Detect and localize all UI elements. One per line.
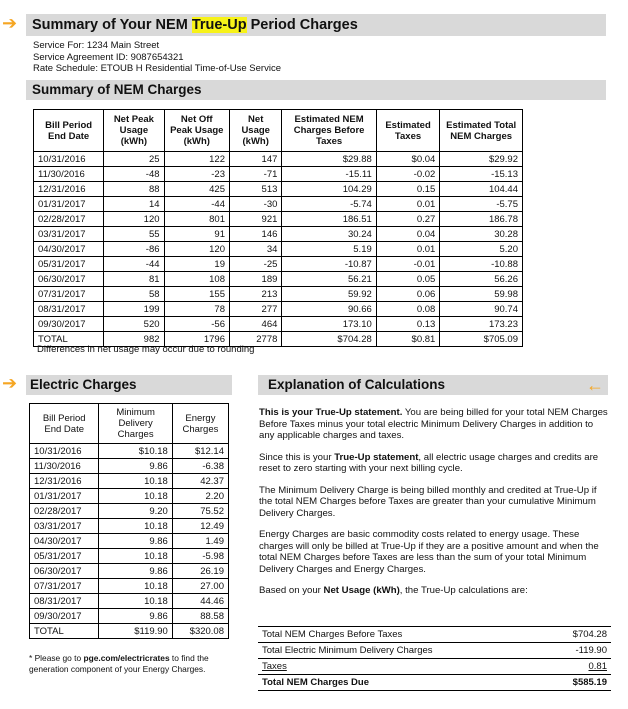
- calc-row: [258, 627, 611, 643]
- table-cell: 90.66: [282, 302, 376, 317]
- electric-col-header: Minimum Delivery Charges: [99, 404, 172, 444]
- nem-col-header: Estimated Taxes: [376, 110, 440, 152]
- table-cell: 10.18: [99, 474, 172, 489]
- table-cell: TOTAL: [34, 332, 104, 347]
- table-cell: 56.21: [282, 272, 376, 287]
- table-cell: 10.18: [99, 549, 172, 564]
- table-cell: -44: [104, 257, 164, 272]
- table-cell: 14: [104, 197, 164, 212]
- table-row: [34, 212, 523, 227]
- table-row: [34, 257, 523, 272]
- table-cell: -5.74: [282, 197, 376, 212]
- table-cell: 189: [230, 272, 282, 287]
- table-cell: 2.20: [172, 489, 228, 504]
- table-cell: 09/30/2017: [30, 609, 99, 624]
- table-row: [34, 317, 523, 332]
- para-energy: Energy Charges are basic commodity costs related to energy usage. These charges will only be billed at True-Up if they are a positive amount and when the total NEM Charges before Taxes are less than the sum of your total Minimum Delivery Charges and Energy Charges.: [259, 529, 599, 575]
- table-cell: 520: [104, 317, 164, 332]
- table-cell: 08/31/2017: [30, 594, 99, 609]
- table-cell: 12/31/2016: [34, 182, 104, 197]
- note-text: to find the generation component of your Energy Charges.: [29, 653, 209, 674]
- table-cell: 90.74: [440, 302, 523, 317]
- table-cell: -86: [104, 242, 164, 257]
- table-cell: 10.18: [99, 489, 172, 504]
- para-trueup: [259, 407, 609, 442]
- note-text: * Please go to: [29, 653, 84, 663]
- table-row: [34, 152, 523, 167]
- table-cell: 04/30/2017: [34, 242, 104, 257]
- para-min-delivery: The Minimum Delivery Charge is being billed monthly and credited at True-Up if the total NEM Charges before Taxes are greater than your cumulative Minimum Delivery Charges.: [259, 484, 597, 519]
- table-cell: -23: [164, 167, 229, 182]
- table-cell: $12.14: [172, 444, 228, 459]
- table-cell: 30.24: [282, 227, 376, 242]
- table-cell: 27.00: [172, 579, 228, 594]
- table-row: [30, 459, 229, 474]
- table-cell: 122: [164, 152, 229, 167]
- nem-col-header: Net Peak Usage (kWh): [104, 110, 164, 152]
- calc-row: [258, 643, 611, 659]
- table-cell: $0.04: [376, 152, 440, 167]
- table-row: [30, 564, 229, 579]
- table-cell: 801: [164, 212, 229, 227]
- table-row: [34, 182, 523, 197]
- table-cell: 0.04: [376, 227, 440, 242]
- para-reset: [259, 452, 609, 475]
- table-cell: 9.86: [99, 609, 172, 624]
- table-row: [30, 444, 229, 459]
- table-cell: -25: [230, 257, 282, 272]
- table-cell: 02/28/2017: [30, 504, 99, 519]
- electric-col-header: Energy Charges: [172, 404, 228, 444]
- table-cell: 19: [164, 257, 229, 272]
- table-cell: $119.90: [99, 624, 172, 639]
- table-row: [30, 504, 229, 519]
- nem-col-header: Bill Period End Date: [34, 110, 104, 152]
- nem-col-header: Estimated NEM Charges Before Taxes: [282, 110, 376, 152]
- table-cell: 55: [104, 227, 164, 242]
- table-cell: 58: [104, 287, 164, 302]
- table-cell: 104.29: [282, 182, 376, 197]
- table-cell: 12/31/2016: [30, 474, 99, 489]
- rate-schedule: Rate Schedule: ETOUB H Residential Time-of-Use Service: [33, 63, 281, 74]
- table-cell: -10.88: [440, 257, 523, 272]
- table-cell: 10.18: [99, 579, 172, 594]
- table-cell: 07/31/2017: [34, 287, 104, 302]
- table-cell: -0.01: [376, 257, 440, 272]
- table-cell: 5.19: [282, 242, 376, 257]
- table-cell: $320.08: [172, 624, 228, 639]
- para-bold: This is your True-Up statement.: [259, 407, 403, 418]
- para-text: Based on your: [259, 585, 324, 596]
- table-cell: 0.01: [376, 242, 440, 257]
- table-cell: 10/31/2016: [34, 152, 104, 167]
- table-cell: -5.75: [440, 197, 523, 212]
- table-cell: 173.23: [440, 317, 523, 332]
- table-cell: 277: [230, 302, 282, 317]
- table-cell: 11/30/2016: [30, 459, 99, 474]
- table-cell: 9.86: [99, 534, 172, 549]
- title-prefix: Summary of Your NEM: [32, 17, 192, 33]
- table-cell: -0.02: [376, 167, 440, 182]
- table-cell: 30.28: [440, 227, 523, 242]
- arrow-icon: ➔: [2, 373, 18, 393]
- table-cell: 03/31/2017: [30, 519, 99, 534]
- electric-rates-link[interactable]: pge.com/electricrates: [83, 653, 170, 663]
- table-cell: 03/31/2017: [34, 227, 104, 242]
- calc-label: Total Electric Minimum Delivery Charges: [258, 643, 543, 659]
- nem-col-header: Net Off Peak Usage (kWh): [164, 110, 229, 152]
- table-cell: $0.81: [376, 332, 440, 347]
- table-cell: 5.20: [440, 242, 523, 257]
- calc-label: Taxes: [258, 659, 543, 675]
- table-cell: 9.86: [99, 564, 172, 579]
- table-cell: 88.58: [172, 609, 228, 624]
- table-cell: 06/30/2017: [30, 564, 99, 579]
- table-cell: 120: [164, 242, 229, 257]
- table-cell: -15.13: [440, 167, 523, 182]
- para-text: Since this is your: [259, 451, 335, 463]
- table-cell: 34: [230, 242, 282, 257]
- table-cell: $29.92: [440, 152, 523, 167]
- table-cell: 10/31/2016: [30, 444, 99, 459]
- table-cell: 81: [104, 272, 164, 287]
- table-cell: 88: [104, 182, 164, 197]
- table-cell: 0.01: [376, 197, 440, 212]
- table-cell: 425: [164, 182, 229, 197]
- para-text: , the True-Up calculations are:: [399, 585, 528, 596]
- table-cell: 01/31/2017: [30, 489, 99, 504]
- table-cell: -44: [164, 197, 229, 212]
- para-calc-intro: [259, 585, 609, 597]
- table-cell: 1.49: [172, 534, 228, 549]
- table-cell: 146: [230, 227, 282, 242]
- table-cell: 199: [104, 302, 164, 317]
- table-row: [30, 549, 229, 564]
- table-cell: 0.27: [376, 212, 440, 227]
- table-cell: 1796: [164, 332, 229, 347]
- nem-col-header: Estimated Total NEM Charges: [440, 110, 523, 152]
- table-row: [30, 609, 229, 624]
- table-row: [30, 594, 229, 609]
- table-cell: -71: [230, 167, 282, 182]
- table-cell: 56.26: [440, 272, 523, 287]
- table-row: [30, 489, 229, 504]
- table-cell: $10.18: [99, 444, 172, 459]
- table-cell: 02/28/2017: [34, 212, 104, 227]
- table-cell: 10.18: [99, 594, 172, 609]
- calc-label: Total NEM Charges Due: [258, 675, 543, 691]
- table-cell: 108: [164, 272, 229, 287]
- table-cell: $29.88: [282, 152, 376, 167]
- table-cell: 9.86: [99, 459, 172, 474]
- table-cell: 0.15: [376, 182, 440, 197]
- table-cell: -10.87: [282, 257, 376, 272]
- table-cell: -48: [104, 167, 164, 182]
- trueup-calc-table: [258, 626, 611, 691]
- nem-charges-table: [33, 109, 523, 347]
- table-cell: 186.51: [282, 212, 376, 227]
- table-row: [34, 197, 523, 212]
- table-cell: -30: [230, 197, 282, 212]
- table-cell: 75.52: [172, 504, 228, 519]
- table-row: [30, 534, 229, 549]
- table-cell: 04/30/2017: [30, 534, 99, 549]
- calc-value: 0.81: [543, 659, 611, 675]
- service-for: Service For: 1234 Main Street: [33, 40, 160, 51]
- calc-value: $704.28: [543, 627, 611, 643]
- table-row: [30, 624, 229, 639]
- table-cell: -56: [164, 317, 229, 332]
- table-row: [34, 287, 523, 302]
- table-cell: 0.13: [376, 317, 440, 332]
- table-row: [30, 579, 229, 594]
- table-cell: 09/30/2017: [34, 317, 104, 332]
- table-cell: 07/31/2017: [30, 579, 99, 594]
- title-highlight: True-Up: [191, 17, 247, 33]
- table-cell: -15.11: [282, 167, 376, 182]
- table-cell: TOTAL: [30, 624, 99, 639]
- table-cell: 513: [230, 182, 282, 197]
- table-cell: 120: [104, 212, 164, 227]
- table-cell: 2778: [230, 332, 282, 347]
- table-cell: 0.05: [376, 272, 440, 287]
- page-title: [26, 14, 606, 36]
- table-cell: $705.09: [440, 332, 523, 347]
- para-bold: True-Up statement: [334, 451, 419, 463]
- calc-row: [258, 675, 611, 691]
- electric-rates-note: [29, 653, 239, 674]
- table-cell: -6.38: [172, 459, 228, 474]
- table-cell: 11/30/2016: [34, 167, 104, 182]
- para-bold: Net Usage (kWh): [323, 585, 400, 596]
- account-info: [33, 40, 281, 75]
- table-row: [34, 242, 523, 257]
- table-cell: 104.44: [440, 182, 523, 197]
- table-cell: 25: [104, 152, 164, 167]
- para-text: , all electric usage charges and credits are reset to zero starting with your next billing cycle.: [259, 451, 599, 474]
- electric-charges-table: [29, 403, 229, 639]
- table-cell: 08/31/2017: [34, 302, 104, 317]
- table-row: [34, 272, 523, 287]
- arrow-icon: ➔: [2, 13, 18, 33]
- nem-col-header: Net Usage (kWh): [230, 110, 282, 152]
- table-row: [34, 167, 523, 182]
- nem-summary-heading: Summary of NEM Charges: [26, 80, 606, 100]
- table-cell: 01/31/2017: [34, 197, 104, 212]
- table-cell: 921: [230, 212, 282, 227]
- table-cell: 147: [230, 152, 282, 167]
- table-cell: 982: [104, 332, 164, 347]
- table-cell: 44.46: [172, 594, 228, 609]
- table-cell: 10.18: [99, 519, 172, 534]
- table-cell: 42.37: [172, 474, 228, 489]
- rounding-note: Differences in net usage may occur due to rounding: [37, 344, 255, 355]
- electric-charges-heading: Electric Charges: [26, 375, 232, 395]
- service-agreement: Service Agreement ID: 9087654321: [33, 51, 184, 63]
- table-cell: 05/31/2017: [30, 549, 99, 564]
- table-cell: 91: [164, 227, 229, 242]
- table-cell: 213: [230, 287, 282, 302]
- table-cell: 78: [164, 302, 229, 317]
- table-cell: 464: [230, 317, 282, 332]
- calc-value: $585.19: [543, 675, 611, 691]
- table-row: [34, 227, 523, 242]
- calc-value: -119.90: [543, 643, 611, 659]
- title-suffix: Period Charges: [246, 17, 358, 33]
- calc-label: Total NEM Charges Before Taxes: [258, 627, 543, 643]
- table-cell: -5.98: [172, 549, 228, 564]
- table-cell: 59.92: [282, 287, 376, 302]
- table-cell: 155: [164, 287, 229, 302]
- calc-row: [258, 659, 611, 675]
- table-cell: 186.78: [440, 212, 523, 227]
- explanation-body: [259, 407, 609, 607]
- table-cell: 0.08: [376, 302, 440, 317]
- table-cell: 06/30/2017: [34, 272, 104, 287]
- table-cell: 05/31/2017: [34, 257, 104, 272]
- table-row: [34, 302, 523, 317]
- table-cell: 9.20: [99, 504, 172, 519]
- table-cell: $704.28: [282, 332, 376, 347]
- para-text: You are being billed for your total NEM Charges Before Taxes minus your total electric Minimum Delivery Charges in addition to any applicable charges and taxes.: [259, 407, 608, 441]
- table-cell: 12.49: [172, 519, 228, 534]
- table-cell: 173.10: [282, 317, 376, 332]
- table-row: [30, 519, 229, 534]
- table-cell: 0.06: [376, 287, 440, 302]
- table-cell: 59.98: [440, 287, 523, 302]
- electric-col-header: Bill Period End Date: [30, 404, 99, 444]
- explanation-heading: Explanation of Calculations: [258, 375, 608, 395]
- table-row: [30, 474, 229, 489]
- arrow-left-icon: ←: [586, 375, 604, 395]
- table-cell: 26.19: [172, 564, 228, 579]
